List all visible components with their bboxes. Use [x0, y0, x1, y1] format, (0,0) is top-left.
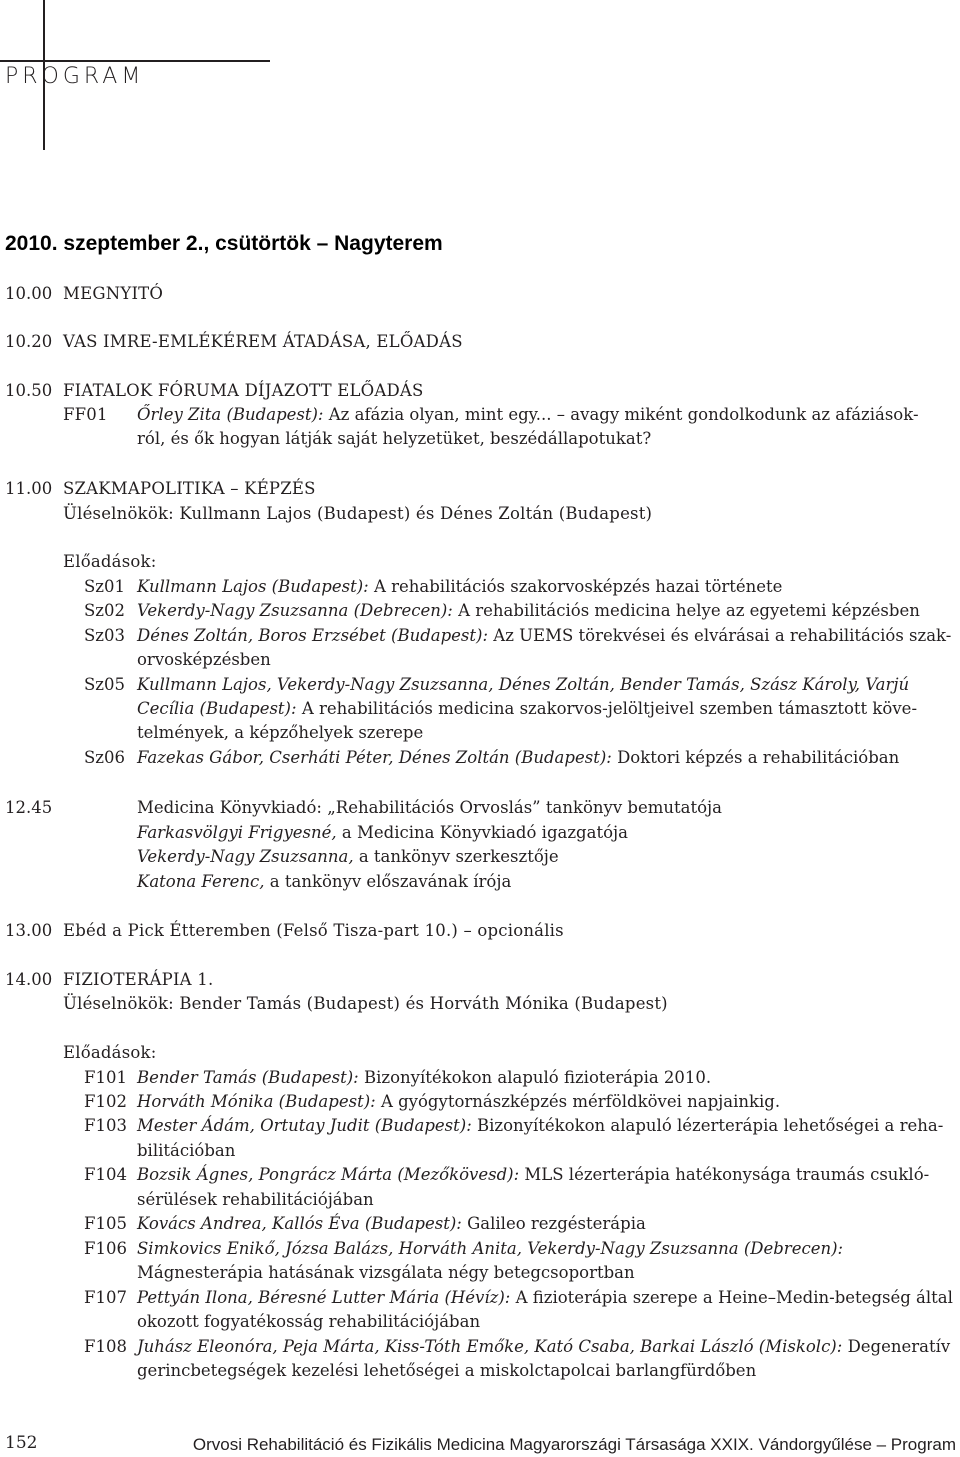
- talk-code: F105: [84, 1214, 127, 1233]
- session-time: 10.00: [5, 284, 53, 303]
- session-time: 10.50: [5, 381, 53, 400]
- talk-title-cont: gerincbetegségek kezelési lehetőségei a miskolctapolcai barlangfürdőben: [137, 1361, 757, 1380]
- talk-title: A rehabilitációs medicina szakorvos-jelöltjeivel szemben támasztott köve-: [301, 699, 918, 718]
- talk-author: Bozsik Ágnes, Pongrácz Márta (Mezőkövesd):: [137, 1165, 520, 1184]
- talk-title-cont: telmények, a képzőhelyek szerepe: [137, 723, 424, 742]
- session-title: FIZIOTERÁPIA 1.: [63, 970, 214, 989]
- talk-code: F107: [84, 1288, 127, 1307]
- talk-author-cont: Cecília (Budapest):: [137, 699, 297, 718]
- talk-title: Degeneratív: [847, 1337, 951, 1356]
- talk-title: A rehabilitációs medicina helye az egyetemi képzésben: [458, 601, 920, 620]
- talk-code: Sz06: [84, 748, 125, 767]
- session-time: 11.00: [5, 479, 53, 498]
- talk-code: FF01: [63, 405, 108, 424]
- session-title: Medicina Könyvkiadó: „Rehabilitációs Orvoslás” tankönyv bemutatója: [137, 798, 722, 817]
- program-label: PROGRAM: [5, 64, 145, 89]
- talk-title-cont: sérülések rehabilitációjában: [137, 1190, 374, 1209]
- talk-code: F108: [84, 1337, 127, 1356]
- talk-author: Dénes Zoltán, Boros Erzsébet (Budapest):: [137, 626, 489, 645]
- talk-title: Galileo rezgésterápia: [467, 1214, 646, 1233]
- talk-author: Vekerdy-Nagy Zsuzsanna (Debrecen):: [137, 601, 453, 620]
- talk-title-cont: bilitációban: [137, 1141, 236, 1160]
- talks-label-text: Előadások:: [63, 552, 157, 571]
- talk-title: Bizonyítékokon alapuló fizioterápia 2010.: [364, 1068, 712, 1087]
- talk-author: Fazekas Gábor, Cserháti Péter, Dénes Zoltán (Budapest):: [137, 748, 612, 767]
- talks-label-text: Előadások:: [63, 1043, 157, 1062]
- person-role: a Medicina Könyvkiadó igazgatója: [341, 823, 628, 842]
- talk-code: F102: [84, 1092, 127, 1111]
- person-role: a tankönyv előszavának írója: [269, 872, 512, 891]
- talk-title: Az afázia olyan, mint egy... – avagy miként gondolkodunk az afáziások-: [328, 405, 919, 424]
- person-name: Katona Ferenc,: [137, 872, 265, 891]
- person-name: Vekerdy-Nagy Zsuzsanna,: [137, 847, 354, 866]
- session-title: Ebéd a Pick Étteremben (Felső Tisza-part 10.) – opcionális: [63, 921, 564, 940]
- talk-title: A fizioterápia szerepe a Heine–Medin-betegség által: [515, 1288, 953, 1307]
- talk-author: Bender Tamás (Budapest):: [137, 1068, 359, 1087]
- person-name: Farkasvölgyi Frigyesné,: [137, 823, 337, 842]
- talk-author: Őrley Zita (Budapest):: [137, 405, 324, 424]
- session-title: VAS IMRE-EMLÉKÉREM ÁTADÁSA, ELŐADÁS: [63, 332, 463, 351]
- day-title: 2010. szeptember 2., csütörtök – Nagyterem: [5, 232, 443, 255]
- talk-title: Bizonyítékokon alapuló lézerterápia lehetőségei a reha-: [477, 1116, 944, 1135]
- talk-author: Mester Ádám, Ortutay Judit (Budapest):: [137, 1116, 472, 1135]
- talk-author: Kullmann Lajos (Budapest):: [137, 577, 369, 596]
- talk-author: Kovács Andrea, Kallós Éva (Budapest):: [137, 1214, 462, 1233]
- session-time: 10.20: [5, 332, 53, 351]
- session-title: FIATALOK FÓRUMA DÍJAZOTT ELŐADÁS: [63, 381, 424, 400]
- session-time: 13.00: [5, 921, 53, 940]
- talk-title: Mágnesterápia hatásának vizsgálata négy betegcsoportban: [137, 1263, 635, 1282]
- talk-title: Az UEMS törekvései és elvárásai a rehabilitációs szak-: [493, 626, 952, 645]
- talk-code: F104: [84, 1165, 127, 1184]
- session-time: 12.45: [5, 798, 53, 817]
- talk-code: Sz01: [84, 577, 125, 596]
- session-title: MEGNYITÓ: [63, 284, 164, 303]
- talk-code: F106: [84, 1239, 127, 1258]
- talk-code: Sz03: [84, 626, 125, 645]
- footer-title: Orvosi Rehabilitáció és Fizikális Medicina Magyarországi Társasága XXIX. Vándorgyűlése – Program: [192, 1435, 956, 1454]
- session-time: 14.00: [5, 970, 53, 989]
- talk-title-cont: ról, és ők hogyan látják saját helyzetüket, beszédállapotukat?: [137, 429, 652, 448]
- talk-title: A rehabilitációs szakorvosképzés hazai története: [373, 577, 783, 596]
- talk-author: Kullmann Lajos, Vekerdy-Nagy Zsuzsanna, Dénes Zoltán, Bender Tamás, Szász Károly, Varjú: [137, 675, 910, 694]
- person-role: a tankönyv szerkesztője: [358, 847, 559, 866]
- session-title: SZAKMAPOLITIKA – KÉPZÉS: [63, 479, 316, 498]
- chairs-text: Üléselnökök: Bender Tamás (Budapest) és Horváth Mónika (Budapest): [63, 994, 668, 1013]
- talk-title: A gyógytornászképzés mérföldkövei napjainkig.: [380, 1092, 781, 1111]
- talk-title: MLS lézerterápia hatékonysága traumás csukló-: [524, 1165, 930, 1184]
- talk-author: Pettyán Ilona, Béresné Lutter Mária (Hévíz):: [137, 1288, 511, 1307]
- talk-author: Juhász Eleonóra, Peja Márta, Kiss-Tóth Emőke, Kató Csaba, Barkai László (Miskolc):: [137, 1337, 843, 1356]
- talk-title: Doktori képzés a rehabilitációban: [617, 748, 900, 767]
- talk-code: Sz02: [84, 601, 125, 620]
- page-number: 152: [5, 1433, 38, 1453]
- talk-code: F101: [84, 1068, 127, 1087]
- header-horizontal-rule: [0, 60, 270, 62]
- talk-title-cont: okozott fogyatékosság rehabilitációjában: [137, 1312, 481, 1331]
- talk-author: Horváth Mónika (Budapest):: [137, 1092, 376, 1111]
- talk-title-cont: orvosképzésben: [137, 650, 271, 669]
- talk-author: Simkovics Enikő, Józsa Balázs, Horváth Anita, Vekerdy-Nagy Zsuzsanna (Debrecen):: [137, 1239, 844, 1258]
- talk-code: F103: [84, 1116, 127, 1135]
- chairs-text: Üléselnökök: Kullmann Lajos (Budapest) és Dénes Zoltán (Budapest): [63, 504, 653, 523]
- talk-code: Sz05: [84, 675, 125, 694]
